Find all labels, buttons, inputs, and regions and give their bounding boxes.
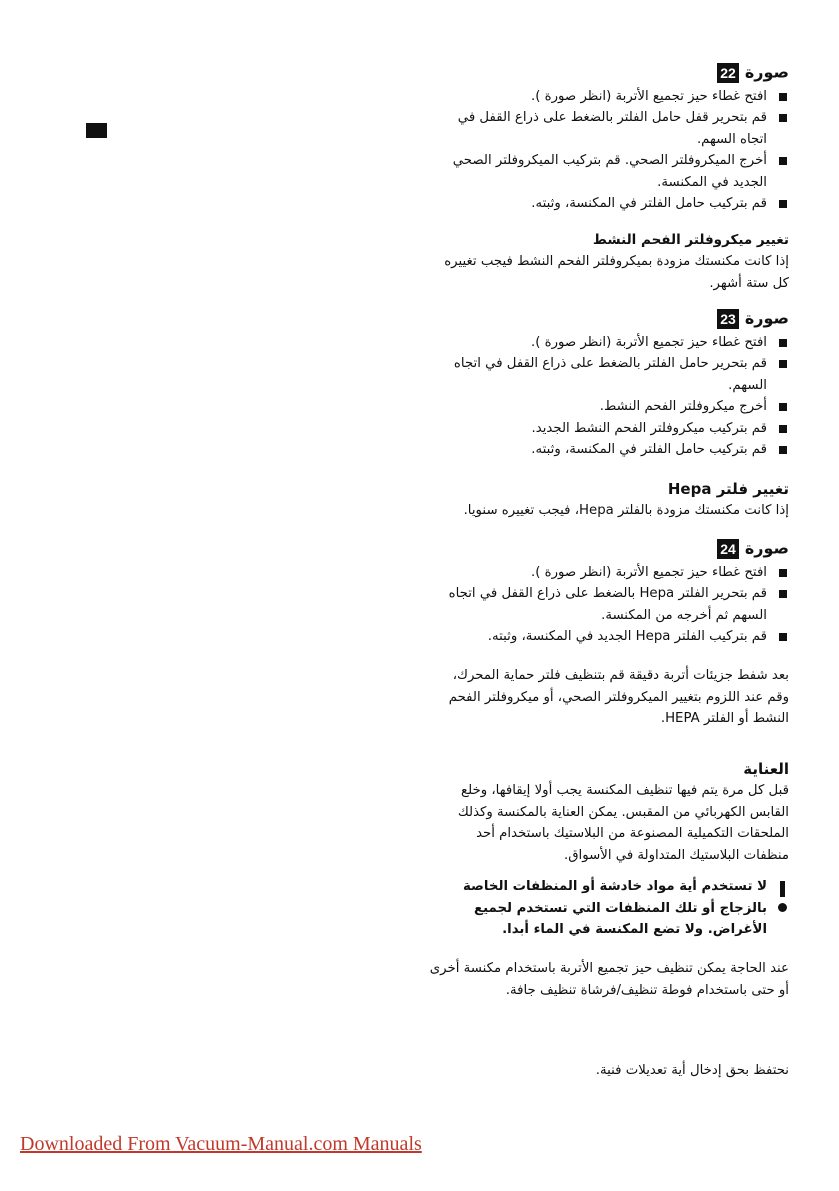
bullet-square-icon bbox=[779, 200, 787, 208]
hepa-filter-text: إذا كانت مكنستك مزودة بالفلتر Hepa، فيجب تغييره سنويا. bbox=[463, 503, 789, 518]
figure24-number: 24 bbox=[717, 539, 739, 559]
list-item: قم بتركيب ميكروفلتر الفحم النشط الجديد. bbox=[429, 418, 789, 440]
bullet-square-icon bbox=[779, 403, 787, 411]
figure22-number: 22 bbox=[717, 63, 739, 83]
figure23-heading: صورة23 bbox=[429, 308, 789, 329]
bullet-square-icon bbox=[779, 339, 787, 347]
bullet-square-icon bbox=[779, 633, 787, 641]
warning-dot-icon bbox=[778, 903, 787, 912]
bullet-square-icon bbox=[779, 569, 787, 577]
warning-bar-icon bbox=[780, 881, 785, 897]
list-item: افتح غطاء حيز تجميع الأتربة (انظر صورة ). bbox=[429, 86, 789, 108]
figure24-steps bbox=[429, 562, 789, 648]
care-title: العناية bbox=[743, 760, 789, 778]
care-section bbox=[429, 758, 789, 866]
list-item: قم بتحرير حامل الفلتر بالضغط على ذراع القفل في اتجاه السهم. bbox=[429, 353, 789, 396]
warning-box bbox=[429, 876, 789, 941]
figure23-steps bbox=[429, 332, 789, 461]
bullet-square-icon bbox=[779, 590, 787, 598]
dust-note-text: عند الحاجة يمكن تنظيف حيز تجميع الأتربة باستخدام مكنسة أخرى أو حتى باستخدام فوطة تنظيف/فرشاة تنظيف جافة. bbox=[429, 961, 789, 998]
bullet-square-icon bbox=[779, 425, 787, 433]
figure23-section bbox=[429, 308, 789, 461]
figure24-section bbox=[429, 538, 789, 648]
bullet-square-icon bbox=[779, 93, 787, 101]
rights-text: نحتفظ بحق إدخال أية تعديلات فنية. bbox=[595, 1063, 789, 1078]
bullet-square-icon bbox=[779, 360, 787, 368]
list-item: قم بتركيب حامل الفلتر في المكنسة، وثبته. bbox=[429, 439, 789, 461]
bullet-square-icon bbox=[779, 157, 787, 165]
bullet-square-icon bbox=[779, 114, 787, 122]
list-item: قم بتحرير قفل حامل الفلتر بالضغط على ذراع القفل في اتجاه السهم. bbox=[429, 107, 789, 150]
figure22-steps bbox=[429, 86, 789, 215]
carbon-filter-text: إذا كانت مكنستك مزودة بميكروفلتر الفحم النشط فيجب تغييره كل ستة أشهر. bbox=[444, 254, 789, 291]
carbon-filter-title: تغيير ميكروفلتر الفحم النشط bbox=[592, 232, 789, 248]
list-item: افتح غطاء حيز تجميع الأتربة (انظر صورة ). bbox=[429, 332, 789, 354]
list-item: قم بتركيب الفلتر Hepa الجديد في المكنسة، وثبته. bbox=[429, 626, 789, 648]
list-item: أخرج الميكروفلتر الصحي. قم بتركيب الميكروفلتر الصحي الجديد في المكنسة. bbox=[429, 150, 789, 193]
figure-reference-box bbox=[86, 123, 107, 138]
figure23-number: 23 bbox=[717, 309, 739, 329]
footer-download-link[interactable]: Downloaded From Vacuum-Manual.com Manuals bbox=[20, 1133, 422, 1155]
dust-note-section bbox=[429, 958, 789, 1001]
hepa-filter-title: تغيير فلتر Hepa bbox=[667, 480, 789, 498]
hepa-filter-section bbox=[429, 478, 789, 522]
rights-section bbox=[429, 1060, 789, 1082]
figure24-heading: صورة24 bbox=[429, 538, 789, 559]
carbon-filter-section bbox=[429, 230, 789, 294]
list-item: قم بتركيب حامل الفلتر في المكنسة، وثبته. bbox=[429, 193, 789, 215]
warning-section bbox=[429, 876, 789, 941]
warning-text: لا تستخدم أية مواد خادشة أو المنظفات الخاصة بالزجاج أو تلك المنظفات التي تستخدم لجميع الأغراض. ولا تضع المكنسة في الماء أبدا. bbox=[462, 879, 767, 937]
figure22-heading: صورة22 bbox=[429, 62, 789, 83]
care-text: قبل كل مرة يتم فيها تنظيف المكنسة يجب أولا إيقافها، وخلع القابس الكهربائي من المقبس. يمكن العناية بالمكنسة وكذلك الملحقات التكميلية المصنوعة من البلاستيك باستخدام أحد منظفات البلاستيك المتداولة في الأسواق. bbox=[457, 783, 789, 863]
figure22-section bbox=[429, 62, 789, 215]
list-item: قم بتحرير الفلتر Hepa بالضغط على ذراع القفل في اتجاه السهم ثم أخرجه من المكنسة. bbox=[429, 583, 789, 626]
bullet-square-icon bbox=[779, 446, 787, 454]
list-item: أخرج ميكروفلتر الفحم النشط. bbox=[429, 396, 789, 418]
after-suction-section bbox=[429, 665, 789, 730]
list-item: افتح غطاء حيز تجميع الأتربة (انظر صورة ). bbox=[429, 562, 789, 584]
after-suction-text: بعد شفط جزيئات أتربة دقيقة قم بتنظيف فلتر حماية المحرك، وقم عند اللزوم بتغيير الميكروفلتر الصحي، أو ميكروفلتر الفحم النشط أو الفلتر HEPA. bbox=[448, 668, 789, 726]
